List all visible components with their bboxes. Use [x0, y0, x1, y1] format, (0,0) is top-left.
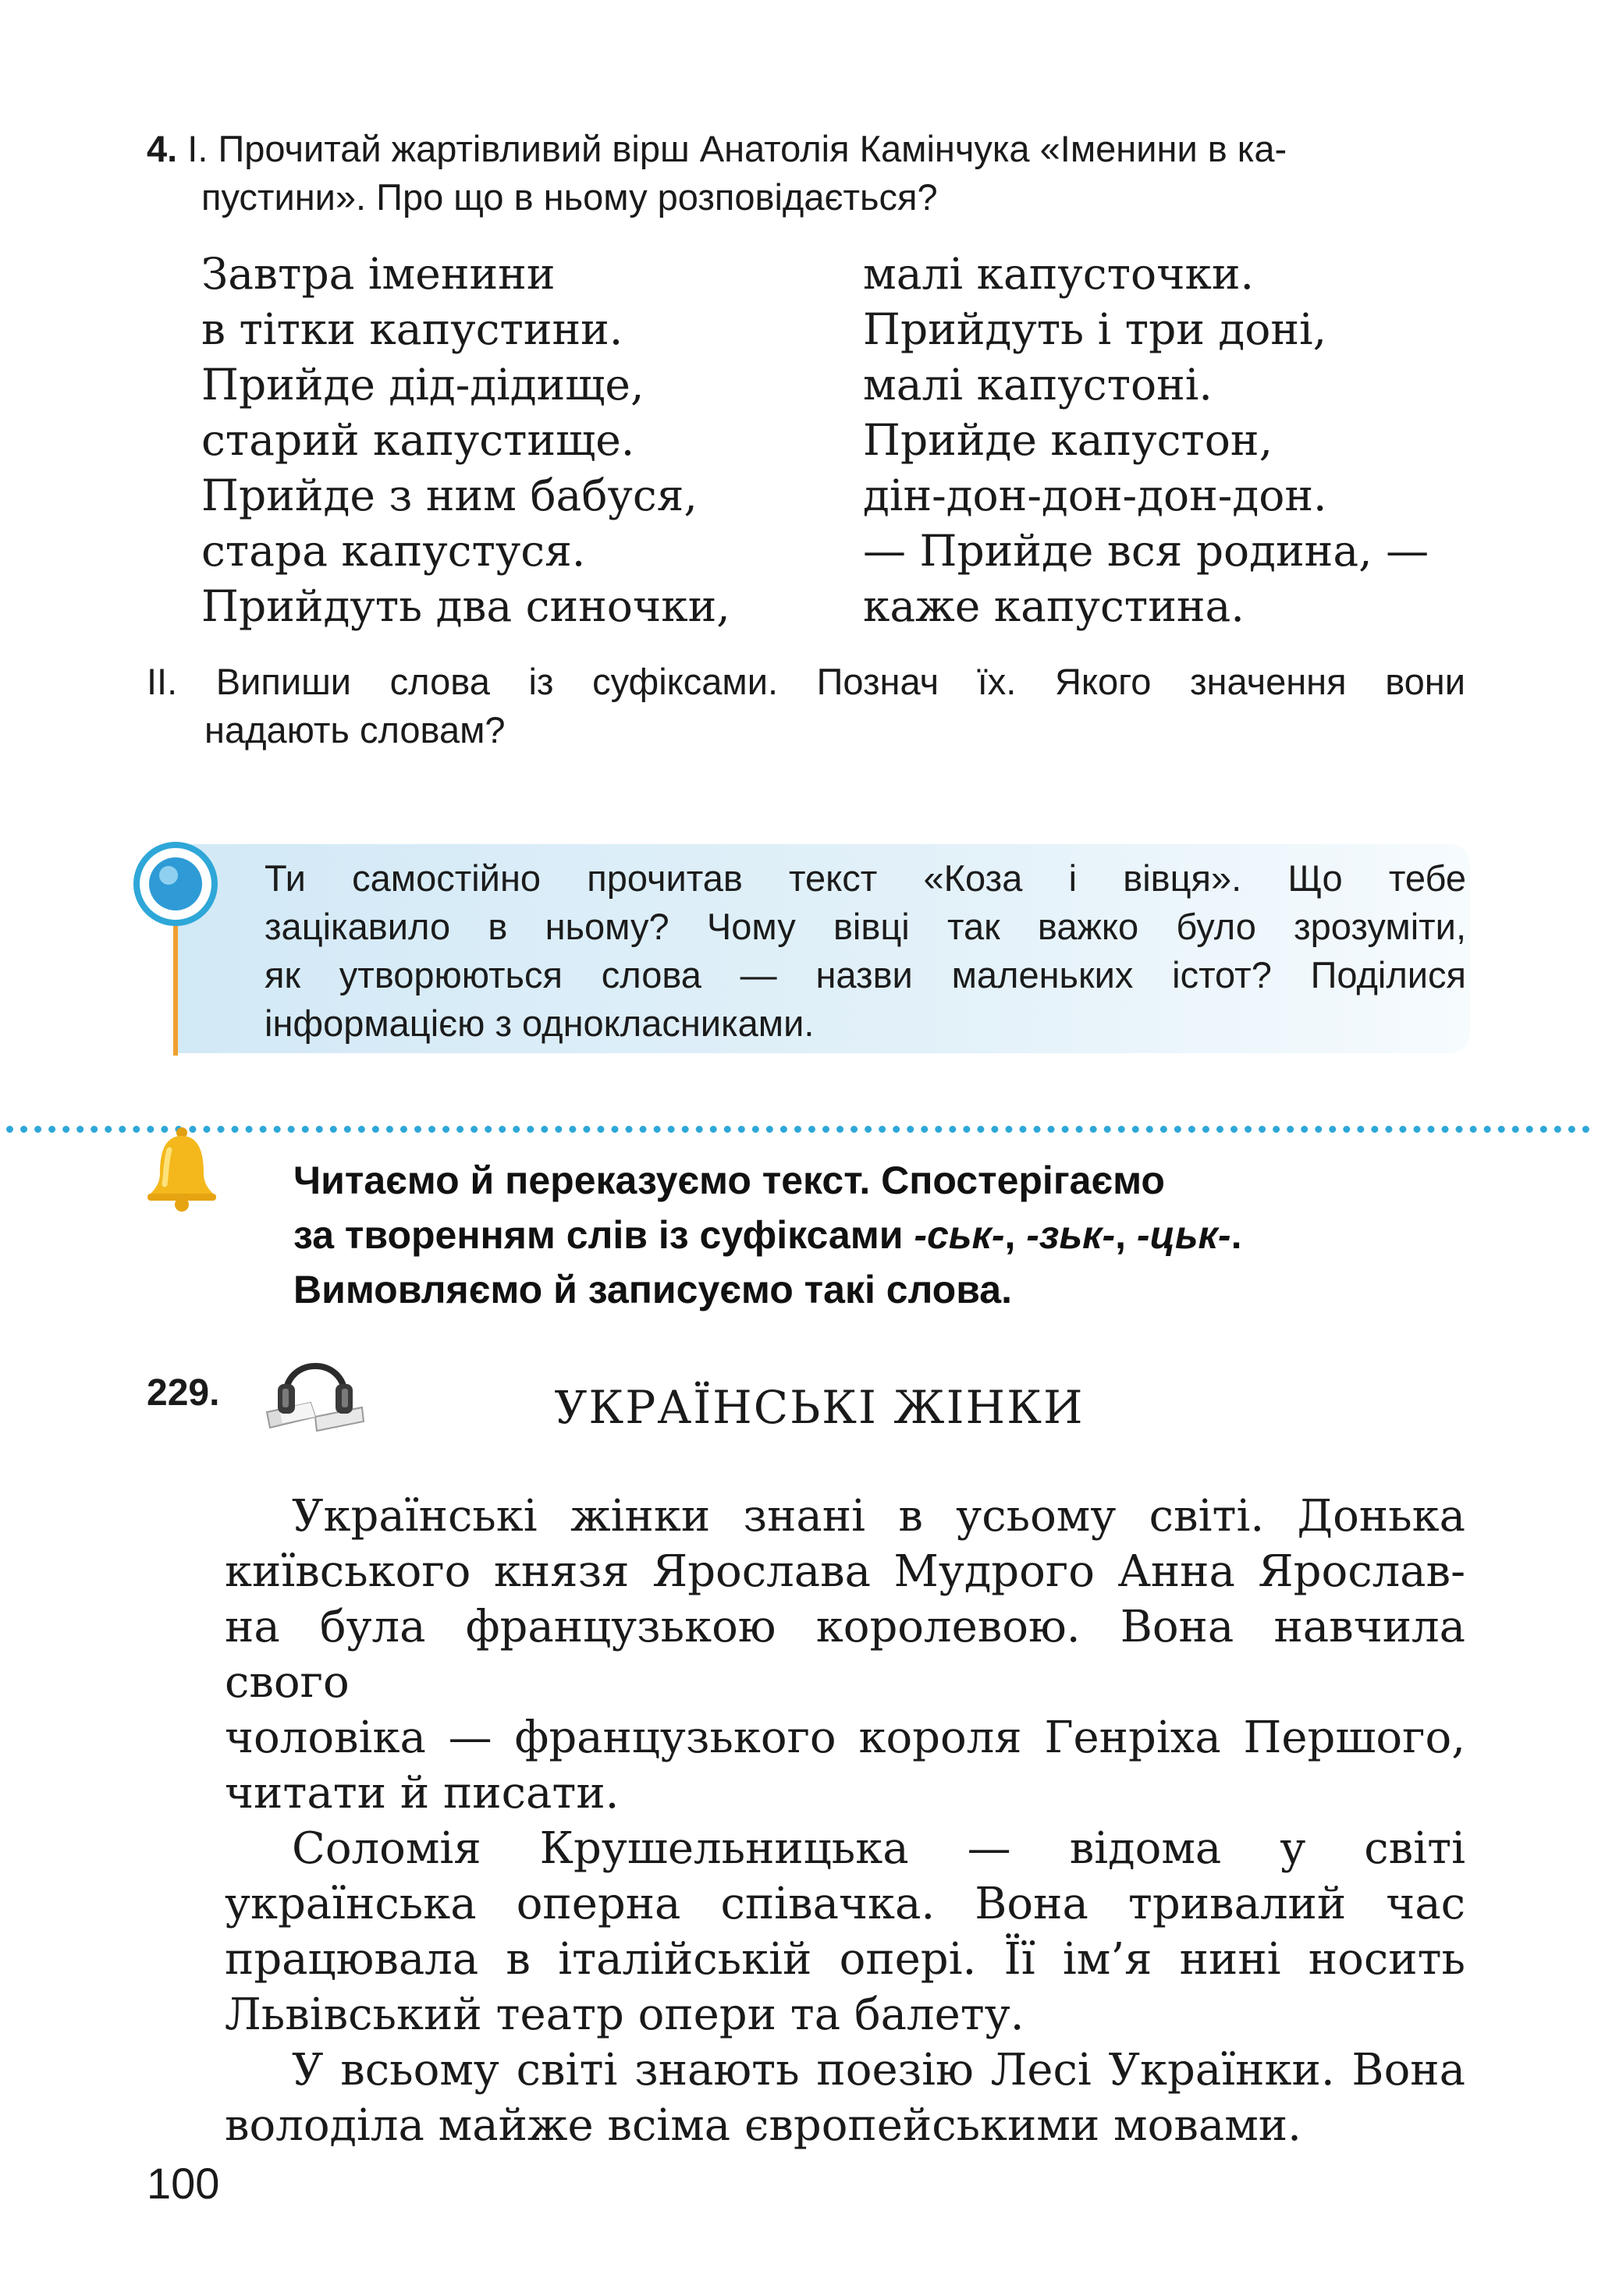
- task-4-part2-text-1: ІІ. Випиши слова із суфіксами. Познач їх. Якого значення вони: [147, 661, 1465, 702]
- text-line: київського князя Ярослава Мудрого Анна Ярослав-: [225, 1546, 1465, 1597]
- paragraph-1: [225, 1489, 1465, 1821]
- info-line: зацікавило в ньому? Чому вівці так важко було зрозуміти,: [265, 906, 1466, 947]
- bell-icon: [143, 1127, 221, 1212]
- suffix: -цьк-: [1136, 1213, 1231, 1257]
- text-line: українська оперна співачка. Вона тривалий час: [225, 1879, 1465, 1929]
- text-line: володіла майже всіма європейськими мовами.: [225, 2100, 1301, 2151]
- paragraph-2: [225, 1821, 1465, 2042]
- separator: ,: [1115, 1213, 1137, 1257]
- poem-line: каже капустина.: [863, 581, 1245, 631]
- poem-line: Прийдуть і три доні,: [863, 304, 1327, 354]
- info-pin-icon: [133, 841, 220, 1059]
- poem-line: Прийдуть два синочки,: [201, 581, 730, 631]
- text-line: на була французькою королевою. Вона навчила свого: [225, 1602, 1465, 1708]
- task-4-part2-text-2: надають словам?: [204, 709, 506, 751]
- poem-left-column: [201, 247, 730, 634]
- poem-line: Прийде дід-дідище,: [201, 360, 645, 410]
- text-line: У всьому світі знають поезію Лесі Українки. Вона: [292, 2045, 1465, 2095]
- lesson-heading: [293, 1153, 1479, 1317]
- text-line: Соломія Крушельницька — відома у світі: [292, 1823, 1465, 1874]
- exercise-title: УКРАЇНСЬКІ ЖІНКИ: [554, 1381, 1085, 1434]
- period: .: [1230, 1213, 1242, 1257]
- text-line: Українські жінки знані в усьому світі. Донька: [292, 1491, 1465, 1542]
- task-4-line-1: [147, 125, 1465, 173]
- paragraph-3: [225, 2042, 1465, 2153]
- text-line: чоловіка — французького короля Генріха Першого,: [225, 1712, 1465, 1763]
- poem-line: Прийде капустон,: [863, 415, 1273, 465]
- info-line: інформацією з однокласниками.: [265, 1003, 815, 1044]
- suffix: -зьк-: [1026, 1213, 1116, 1257]
- poem-right-column: [863, 247, 1429, 634]
- poem-line: старий капустище.: [201, 415, 635, 465]
- lesson-heading-line-1: Читаємо й переказуємо текст. Спостерігаємо: [293, 1159, 1165, 1202]
- exercise-text: [225, 1489, 1465, 2153]
- section-divider: [6, 1126, 1590, 1133]
- poem-line: Прийде з ним бабуся,: [201, 470, 698, 520]
- text-line: читати й писати.: [225, 1768, 620, 1819]
- poem-line: Завтра іменини: [201, 249, 556, 299]
- info-line: Ти самостійно прочитав текст «Коза і вівця». Що тебе: [265, 857, 1466, 899]
- lesson-heading-line-2: [293, 1208, 1479, 1262]
- task-4-part1-text-1: І. Прочитай жартівливий вірш Анатолія Камінчука «Іменини в ка-: [187, 128, 1287, 169]
- suffix: -ськ-: [914, 1213, 1005, 1257]
- text-line: працювала в італійській опері. Її ім’я нині носить: [225, 1934, 1465, 1985]
- task-4: [147, 125, 1465, 222]
- poem-line: — Прийде вся родина, —: [863, 526, 1429, 576]
- separator: ,: [1004, 1213, 1027, 1257]
- lesson-heading-line-3: Вимовляємо й записуємо такі слова.: [293, 1268, 1012, 1311]
- info-line: як утворюються слова — назви маленьких істот? Поділися: [265, 954, 1466, 995]
- info-text: [265, 854, 1466, 1048]
- page-number: 100: [147, 2159, 220, 2208]
- task-4-part1-text-2: пустини». Про що в ньому розповідається?: [201, 176, 938, 218]
- poem-line: стара капустуся.: [201, 526, 586, 576]
- poem-line: малі капусточки.: [863, 249, 1254, 299]
- lesson-heading-text: за творенням слів із суфіксами: [293, 1213, 914, 1257]
- task-4-part-2: [147, 658, 1465, 754]
- exercise-number: 229.: [147, 1372, 220, 1414]
- task-4-number: 4.: [147, 128, 178, 169]
- audio-book-icon: [261, 1340, 370, 1432]
- poem-line: малі капустоні.: [863, 360, 1213, 410]
- poem-line: в тітки капустини.: [201, 304, 623, 354]
- poem-line: дін-дон-дон-дон-дон.: [863, 470, 1327, 520]
- text-line: Львівський театр опери та балету.: [225, 1989, 1024, 2040]
